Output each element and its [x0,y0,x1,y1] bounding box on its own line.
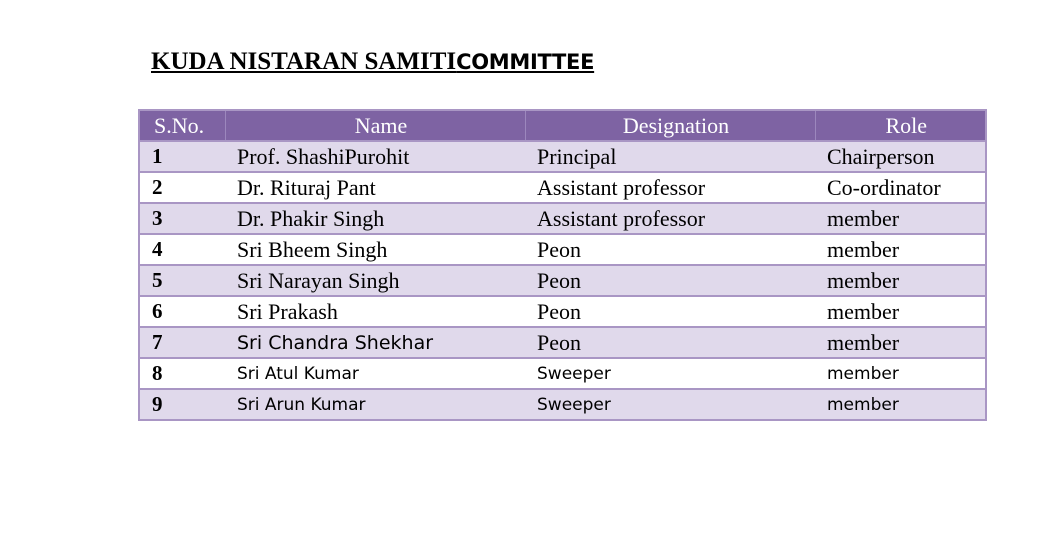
table-row [139,358,986,389]
row-name: Sri Chandra Shekhar [225,327,525,358]
row-designation: Peon [525,327,815,358]
committee-table [138,109,987,421]
table-row [139,203,986,234]
row-role: member [815,265,986,296]
row-role: member [815,234,986,265]
column-header-sno: S.No. [139,110,225,141]
row-name: Sri Arun Kumar [225,389,525,420]
table-row [139,389,986,420]
row-name: Prof. ShashiPurohit [225,141,525,172]
row-designation: Peon [525,265,815,296]
row-designation: Assistant professor [525,203,815,234]
column-header-name: Name [225,110,525,141]
row-designation: Sweeper [525,358,815,389]
row-sno: 4 [139,234,225,265]
column-header-designation: Designation [525,110,815,141]
row-designation: Sweeper [525,389,815,420]
row-role: member [815,296,986,327]
row-sno: 5 [139,265,225,296]
row-name: Sri Bheem Singh [225,234,525,265]
row-name: Sri Prakash [225,296,525,327]
row-designation: Peon [525,234,815,265]
row-name: Sri Atul Kumar [225,358,525,389]
table-row [139,265,986,296]
row-sno: 1 [139,141,225,172]
table-row [139,234,986,265]
table-row [139,296,986,327]
row-name: Sri Narayan Singh [225,265,525,296]
table-row [139,172,986,203]
row-sno: 3 [139,203,225,234]
table-header-row [139,110,986,141]
row-sno: 7 [139,327,225,358]
row-sno: 6 [139,296,225,327]
row-designation: Peon [525,296,815,327]
row-sno: 9 [139,389,225,420]
title-part-1: KUDA NISTARAN SAMITI [151,48,457,75]
row-designation: Assistant professor [525,172,815,203]
table-row [139,327,986,358]
row-role: member [815,327,986,358]
row-role: member [815,389,986,420]
page-title [151,46,594,78]
row-role: Co-ordinator [815,172,986,203]
row-designation: Principal [525,141,815,172]
row-sno: 8 [139,358,225,389]
row-role: Chairperson [815,141,986,172]
column-header-role: Role [815,110,986,141]
row-name: Dr. Rituraj Pant [225,172,525,203]
row-name: Dr. Phakir Singh [225,203,525,234]
row-sno: 2 [139,172,225,203]
table-row [139,141,986,172]
row-role: member [815,203,986,234]
title-part-2: COMMITTEE [456,50,595,74]
row-role: member [815,358,986,389]
